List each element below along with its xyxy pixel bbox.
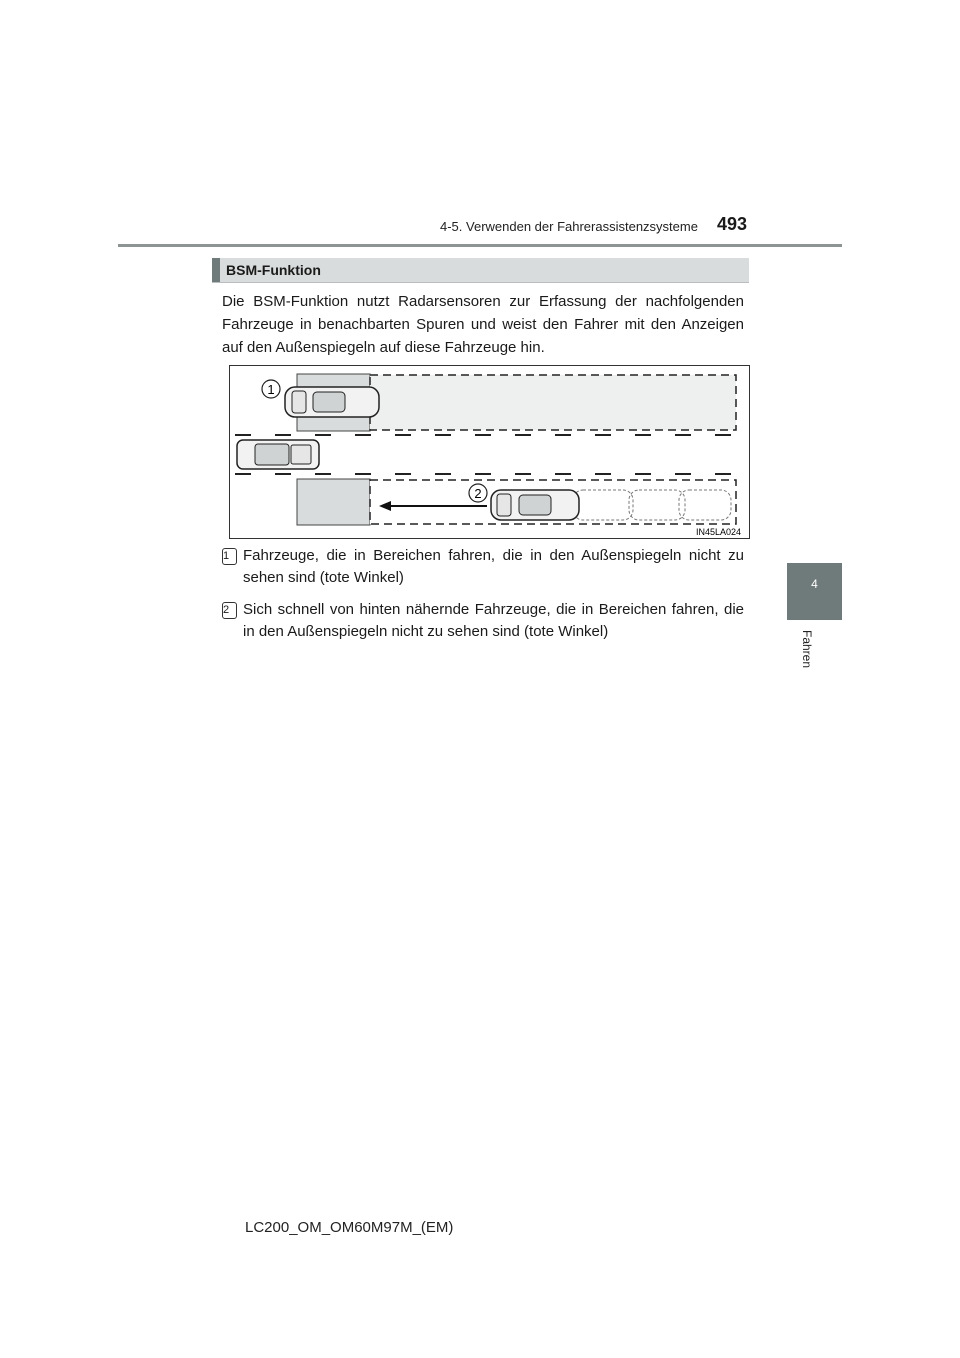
section-title: BSM-Funktion bbox=[226, 262, 321, 278]
intro-paragraph: Die BSM-Funktion nutzt Radarsensoren zur Erfassung der nachfolgenden Fahrzeuge in benachbarten Spuren und weist den Fahrer mit den Anzeigen auf den Außenspiegeln auf diese Fahrzeuge hin. bbox=[222, 293, 744, 356]
bsm-diagram bbox=[229, 365, 750, 539]
header-rule bbox=[118, 244, 842, 247]
legend-text-1: Fahrzeuge, die in Bereichen fahren, die in den Außenspiegeln nicht zu sehen sind (tote Winkel) bbox=[243, 547, 744, 586]
car-upper-lane bbox=[285, 387, 379, 417]
legend-list bbox=[222, 545, 744, 653]
legend-text-2: Sich schnell von hinten nähernde Fahrzeuge, die in Bereichen fahren, die in den Außenspiegeln nicht zu sehen sind (tote Winkel) bbox=[243, 601, 744, 640]
own-vehicle bbox=[237, 440, 319, 469]
legend-badge-1: 1 bbox=[222, 548, 237, 565]
header-section-title: 4-5. Verwenden der Fahrerassistenzsysteme bbox=[440, 219, 698, 234]
car-approaching bbox=[491, 490, 579, 520]
legend-badge-2: 2 bbox=[222, 602, 237, 619]
footer-doc-code: LC200_OM_OM60M97M_(EM) bbox=[245, 1219, 454, 1236]
detection-area-upper bbox=[370, 375, 736, 430]
legend-item-1 bbox=[222, 545, 744, 589]
legend-item-2 bbox=[222, 599, 744, 643]
chapter-tab-label: Fahren bbox=[800, 630, 814, 669]
figure-code: IN45LA024 bbox=[695, 527, 741, 537]
chapter-tab-number: 4 bbox=[811, 577, 818, 591]
page-number: 493 bbox=[717, 214, 748, 234]
callout-2-label: 2 bbox=[474, 486, 482, 501]
blind-spot-zone-lower bbox=[297, 479, 370, 525]
section-heading-bar bbox=[212, 258, 749, 283]
callout-1-label: 1 bbox=[267, 382, 275, 397]
chapter-tab[interactable] bbox=[787, 563, 842, 620]
